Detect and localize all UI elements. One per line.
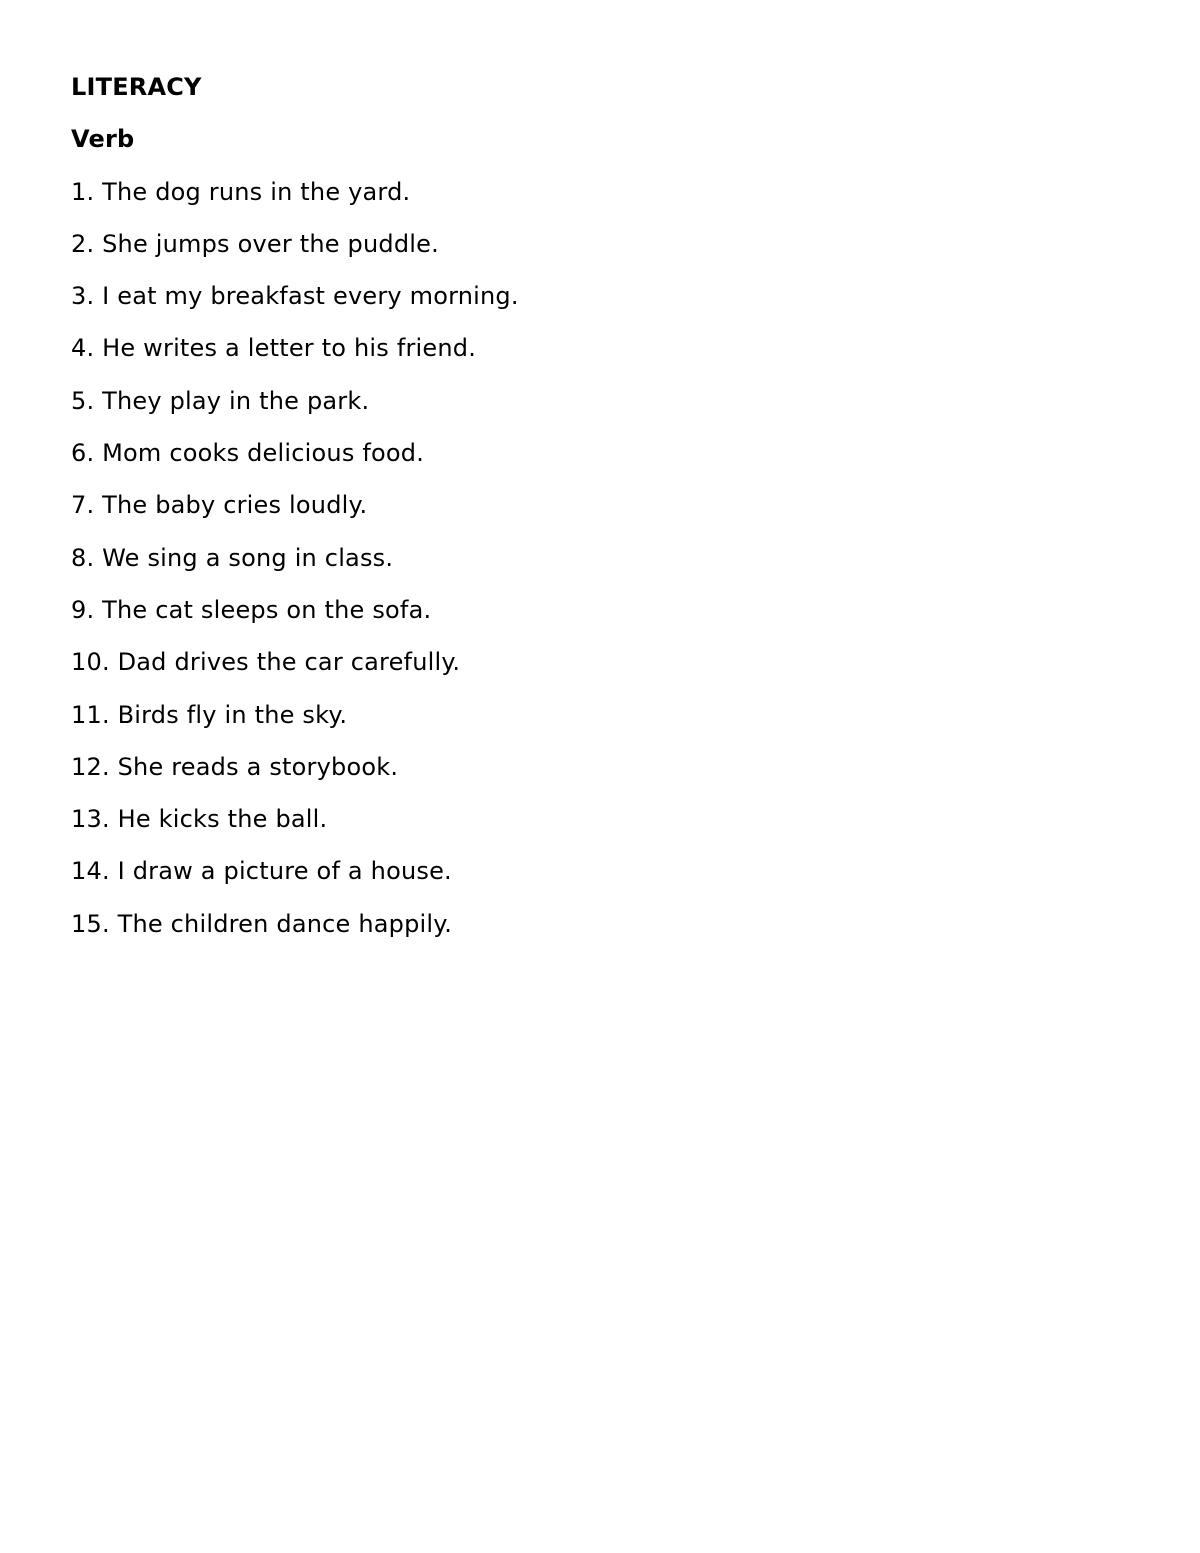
section-subheading: Verb bbox=[71, 125, 135, 154]
sentence-item: 6. Mom cooks delicious food. bbox=[71, 439, 425, 468]
sentence-item: 7. The baby cries loudly. bbox=[71, 491, 368, 520]
sentence-item: 5. They play in the park. bbox=[71, 386, 370, 415]
sentence-item: 1. The dog runs in the yard. bbox=[71, 177, 411, 206]
sentence-item: 10. Dad drives the car carefully. bbox=[71, 648, 461, 677]
sentence-item: 4. He writes a letter to his friend. bbox=[71, 334, 477, 363]
sentence-item: 14. I draw a picture of a house. bbox=[71, 857, 452, 886]
sentence-list bbox=[71, 176, 1071, 960]
sentence-item: 3. I eat my breakfast every morning. bbox=[71, 282, 519, 311]
document-heading: LITERACY bbox=[71, 73, 202, 101]
sentence-item: 15. The children dance happily. bbox=[71, 909, 453, 938]
sentence-item: 12. She reads a storybook. bbox=[71, 752, 399, 781]
sentence-item: 8. We sing a song in class. bbox=[71, 543, 394, 572]
sentence-item: 9. The cat sleeps on the sofa. bbox=[71, 595, 432, 624]
sentence-item: 11. Birds fly in the sky. bbox=[71, 700, 348, 729]
sentence-item: 2. She jumps over the puddle. bbox=[71, 229, 439, 258]
document-body bbox=[71, 71, 1071, 960]
sentence-item: 13. He kicks the ball. bbox=[71, 805, 328, 834]
